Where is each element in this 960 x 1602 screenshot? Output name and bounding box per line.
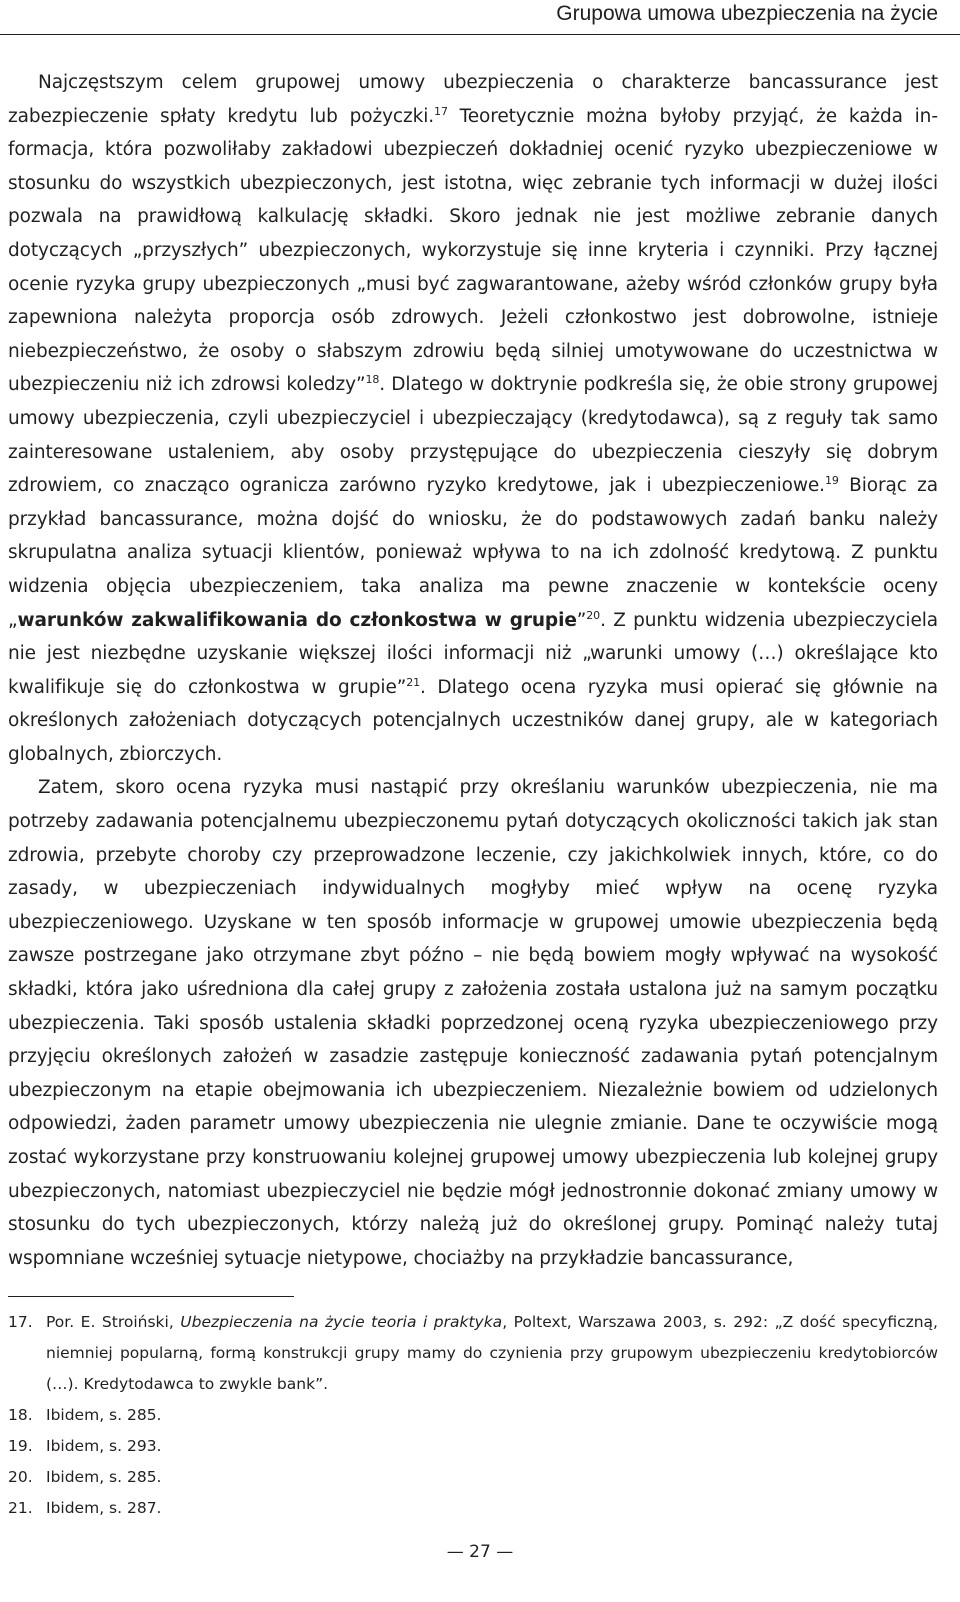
book-title: Ubezpieczenia na życie teoria i praktyka [180,1313,503,1331]
footnote-ref-20[interactable]: 20 [586,608,601,622]
footnote-number: 21. [8,1499,33,1517]
page-number: — 27 — [446,1542,514,1562]
footnote-number: 18. [8,1406,33,1424]
footnote-separator [8,1296,294,1297]
paragraph-1: Najczęstszym celem grupowej umowy ubezpieczenia o charakterze bancassurance jest zabezpieczenie spłaty kredytu lub pożyczki.$^{17}$ Teoretycznie można byłoby przyjąć, że każda informacja, która pozwoliłaby zakładowi ubezpieczeń dokładniej ocenić ryzyko ubezpieczeniowe w stosunku do wszystkich ubezpieczonych, jest istotna, więc zebranie tych informacji w dużej ilości pozwala na prawidłową kalkulację składki. Skoro jednak nie jest możliwe zebranie danych dotyczących „przyszłych” ubezpieczonych, wykorzystuje się inne kryteria i czynniki. Przy łącznej ocenie ryzyka grupy ubezpieczonych „musi być zagwarantowane, ażeby wśród członków grupy była zapewniona należyta proporcja osób zdrowych. Jeżeli członkostwo jest dobrowolne, istnieje niebezpieczeństwo, że osoby o słabszym zdrowiu będą silniej umotywowane do uczestnictwa w ubezpieczeniu niż ich zdrowsi koledzy”$^{18}$. Dlatego w doktrynie podkreśla się, że obie strony grupowej umowy ubezpieczenia, czyli ubezpieczyciel i ubezpieczający (kredytodawca), są z reguły tak samo zainteresowane ustaleniem, aby osoby przystępujące do ubezpieczenia cieszyły się dobrym zdrowiem, co znacząco ogranicza zarówno ryzyko kredytowe, jak i ubezpieczeniowe.$^{19}$ Biorąc za przykład bancassurance, można dojść do wniosku, że do podstawowych zadań banku należy skrupulatna analiza sytuacji klientów, ponieważ wpływa to na ich zdolność kredytową. Z punktu widzenia objęcia ubezpieczeniem, taka analiza ma pewne znaczenie w kontekście oceny „warunków zakwalifikowania do członkostwa w grupie”$^{20}$. Z punktu widzenia ubezpieczyciela nie jest niezbędne uzyskanie większej ilości informacji niż „warunki umowy (…) określające kto kwalifikuje się do członkostwa w grupie”$^{21}$. Dlatego ocena ryzyka musi opierać się głównie na określonych założeniach dotyczących potencjalnych uczestników danej grupy, ale w kategoriach globalnych, zbiorczych. [8,72,939,765]
footnote-21 [8,1493,938,1524]
footnote-ref-17[interactable]: 17 [434,104,448,118]
footnotes [8,1307,938,1524]
footnote-number: 17. [8,1313,33,1331]
footnote-text: Ibidem, s. 285. [46,1468,162,1486]
footnote-number: 20. [8,1468,33,1486]
bold-phrase: warunków zakwalifikowania do członkostwa w grupie [17,609,577,631]
paragraph-2: Zatem, skoro ocena ryzyka musi nastąpić przy określaniu warunków ubezpieczenia, nie ma potrzeby zadawania potencjalnemu ubezpieczonemu pytań dotyczących okoliczności takich jak stan zdrowia, przebyte choroby czy przeprowadzone leczenie, czy jakichkolwiek innych, które, co do zasady, w ubezpieczeniach indywidualnych mogłyby mieć wpływ na ocenę ryzyka ubezpieczeniowego. Uzyskane w ten sposób informacje w grupowej umowie ubezpieczenia będą zawsze postrzegane jako otrzymane zbyt późno – nie będą bowiem mogły wpływać na wysokość składki, która jako uśredniona dla całej grupy z założenia została ustalona już na samym początku ubezpieczenia. Taki sposób ustalenia składki poprzedzonej oceną ryzyka ubezpieczeniowego przy przyjęciu określonych założeń w zasadzie zastępuje konieczność zadawania pytań potencjalnym ubezpieczonym na etapie obejmowania ich ubezpieczeniem. Niezależnie bowiem od udzielonych odpowiedzi, żaden parametr umowy ubezpieczenia nie ulegnie zmianie. Dane te oczywiście mogą zostać wykorzystane przy konstruowaniu kolejnej grupowej umowy ubezpieczenia lub kolejnej grupy ubezpieczonych, natomiast ubezpieczyciel nie będzie mógł jednostronnie dokonać zmiany umowy w stosunku do tych ubezpieczonych, którzy należą już do określonej grupy. Pominąć należy tutaj wspomniane wcześniej sytuacje nietypowe, chociażby na przykładzie bancassurance, [8,777,938,1269]
footnote-text: Ibidem, s. 285. [46,1406,162,1424]
footnote-ref-19[interactable]: 19 [824,473,839,487]
footnote-text: Ibidem, s. 293. [46,1437,162,1455]
footnote-19 [8,1431,938,1462]
footnote-text: Por. E. Stroiński, Ubezpieczenia na życie teoria i praktyka, Poltext, Warszawa 2003, s. 292: „Z dość specyficzną, niemniej popularną, formą konstrukcji grupy mamy do czynienia przy grupowym ubezpieczeniu kredytobiorców (…). Kredytodawca to zwykle bank”. [46,1313,938,1393]
body-text [8,66,938,1275]
footnote-ref-18[interactable]: 18 [365,373,380,387]
footnote-20 [8,1462,938,1493]
header-rule [0,34,960,35]
running-header [0,0,960,44]
footnote-number: 19. [8,1437,33,1455]
footnote-text: Ibidem, s. 287. [46,1499,162,1517]
footnote-ref-21[interactable]: 21 [406,675,421,689]
footnote-18 [8,1400,938,1431]
running-header-title: Grupowa umowa ubezpieczenia na życie [556,2,938,25]
footnote-17 [8,1307,938,1400]
